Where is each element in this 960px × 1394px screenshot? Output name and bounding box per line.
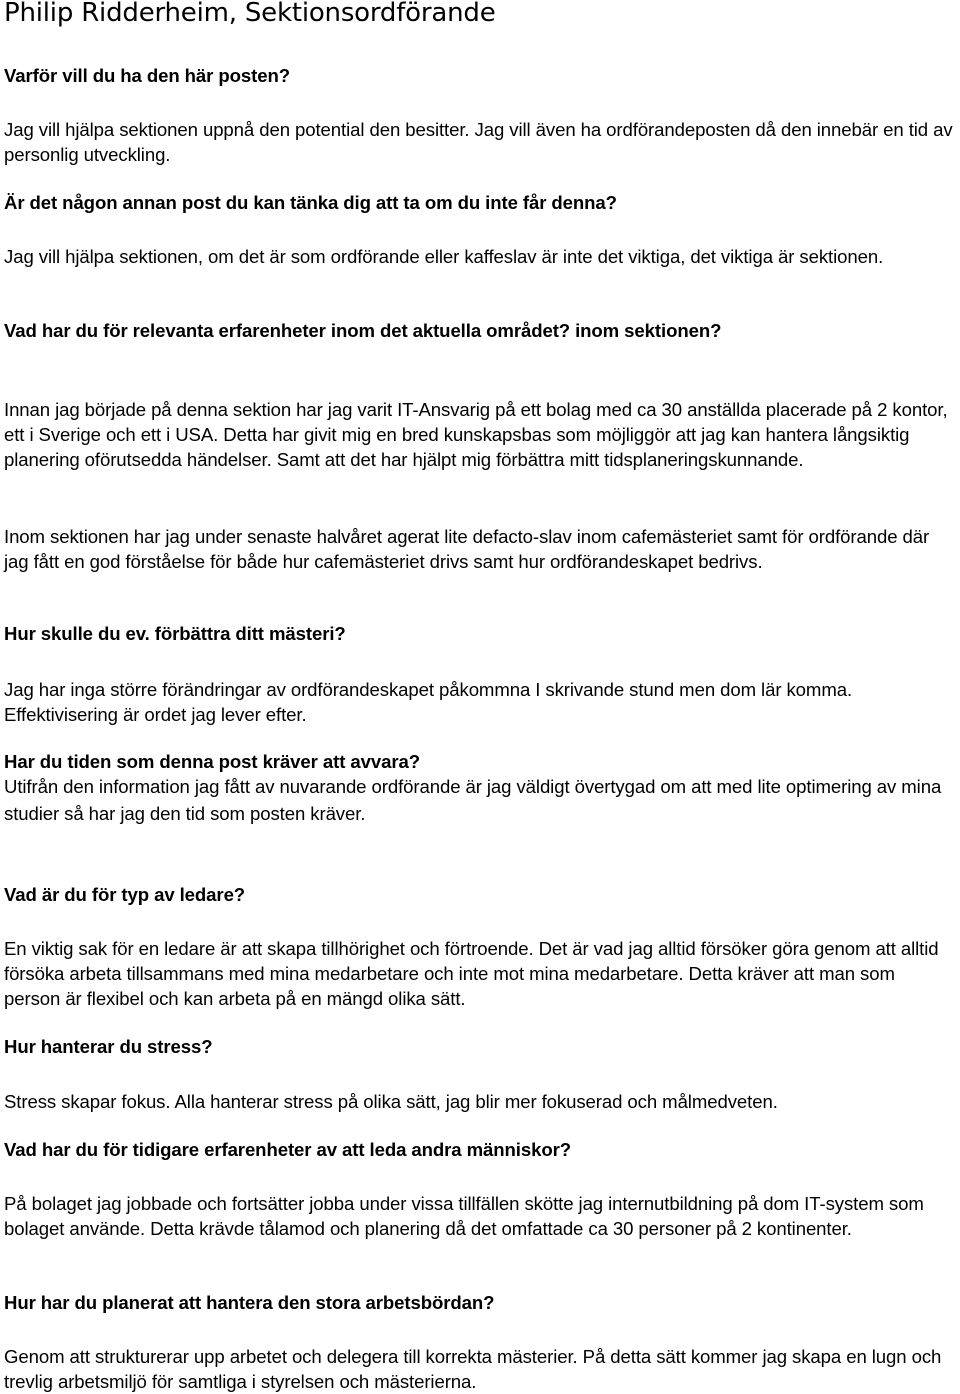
question-relevant-experience: Vad har du för relevanta erfarenheter inom det aktuella området? inom sektionen? xyxy=(4,320,722,341)
answer-improve-masteri: Jag har inga större förändringar av ordförandeskapet påkommna I skrivande stund men dom lär komma. Effektivisering är ordet jag lever efter. xyxy=(4,679,853,725)
answer-relevant-experience-2: Inom sektionen har jag under senaste halvåret agerat lite defacto-slav inom cafemästeriet samt för ordförande där jag fått en god förståelse för både hur cafemästeriet drivs samt hur ordförandeskapet bedrivs. xyxy=(4,526,930,572)
answer-relevant-experience-1: Innan jag började på denna sektion har jag varit IT-Ansvarig på ett bolag med ca 30 anställda placerade på 2 kontor, ett i Sverige och ett i USA. Detta har givit mig en bred kunskapsbas som möjliggör att jag kan hantera långsiktig planering oförutsedda händelser. Samt att det har hjälpt mig förbättra mitt tidsplaneringskunnande. xyxy=(4,399,948,470)
question-stress: Hur hanterar du stress? xyxy=(4,1036,213,1057)
answer-stress: Stress skapar fokus. Alla hanterar stress på olika sätt, jag blir mer fokuserad och målmedveten. xyxy=(4,1091,778,1112)
question-workload: Hur har du planerat att hantera den stora arbetsbördan? xyxy=(4,1292,495,1313)
question-other-post: Är det någon annan post du kan tänka dig att ta om du inte får denna? xyxy=(4,192,617,213)
answer-time-available: Utifrån den information jag fått av nuvarande ordförande är jag väldigt övertygad om att med lite optimering av mina studier så har jag den tid som posten kräver. xyxy=(4,776,942,824)
question-leader-type: Vad är du för typ av ledare? xyxy=(4,884,246,905)
answer-workload: Genom att strukturerar upp arbetet och delegera till korrekta mästerier. På detta sätt kommer jag skapa en lugn och trevlig arbetsmiljö för samtliga i styrelsen och mästerierna. xyxy=(4,1346,942,1392)
question-time-available: Har du tiden som denna post kräver att avvara? xyxy=(4,751,420,772)
answer-leading-experience: På bolaget jag jobbade och fortsätter jobba under vissa tillfällen skötte jag internutbildning på dom IT-system som bolaget använde. Detta krävde tålamod och planering då det omfattade ca 30 personer på 2 kontinenter. xyxy=(4,1193,924,1239)
question-why-this-post: Varför vill du ha den här posten? xyxy=(4,65,290,86)
document-title: Philip Ridderheim, Sektionsordförande xyxy=(4,0,496,28)
answer-other-post: Jag vill hjälpa sektionen, om det är som ordförande eller kaffeslav är inte det viktiga, det viktiga är sektionen. xyxy=(4,246,884,267)
question-leading-experience: Vad har du för tidigare erfarenheter av att leda andra människor? xyxy=(4,1139,571,1160)
answer-leader-type: En viktig sak för en ledare är att skapa tillhörighet och förtroende. Det är vad jag alltid försöker göra genom att alltid försöka arbeta tillsammans med mina medarbetare och inte mot mina medarbetare. Detta kräver att man som person är flexibel och kan arbeta på en mängd olika sätt. xyxy=(4,938,939,1009)
question-improve-masteri: Hur skulle du ev. förbättra ditt mästeri? xyxy=(4,623,346,644)
answer-why-this-post: Jag vill hjälpa sektionen uppnå den potential den besitter. Jag vill även ha ordförandeposten då den innebär en tid av personlig utveckling. xyxy=(4,119,953,165)
